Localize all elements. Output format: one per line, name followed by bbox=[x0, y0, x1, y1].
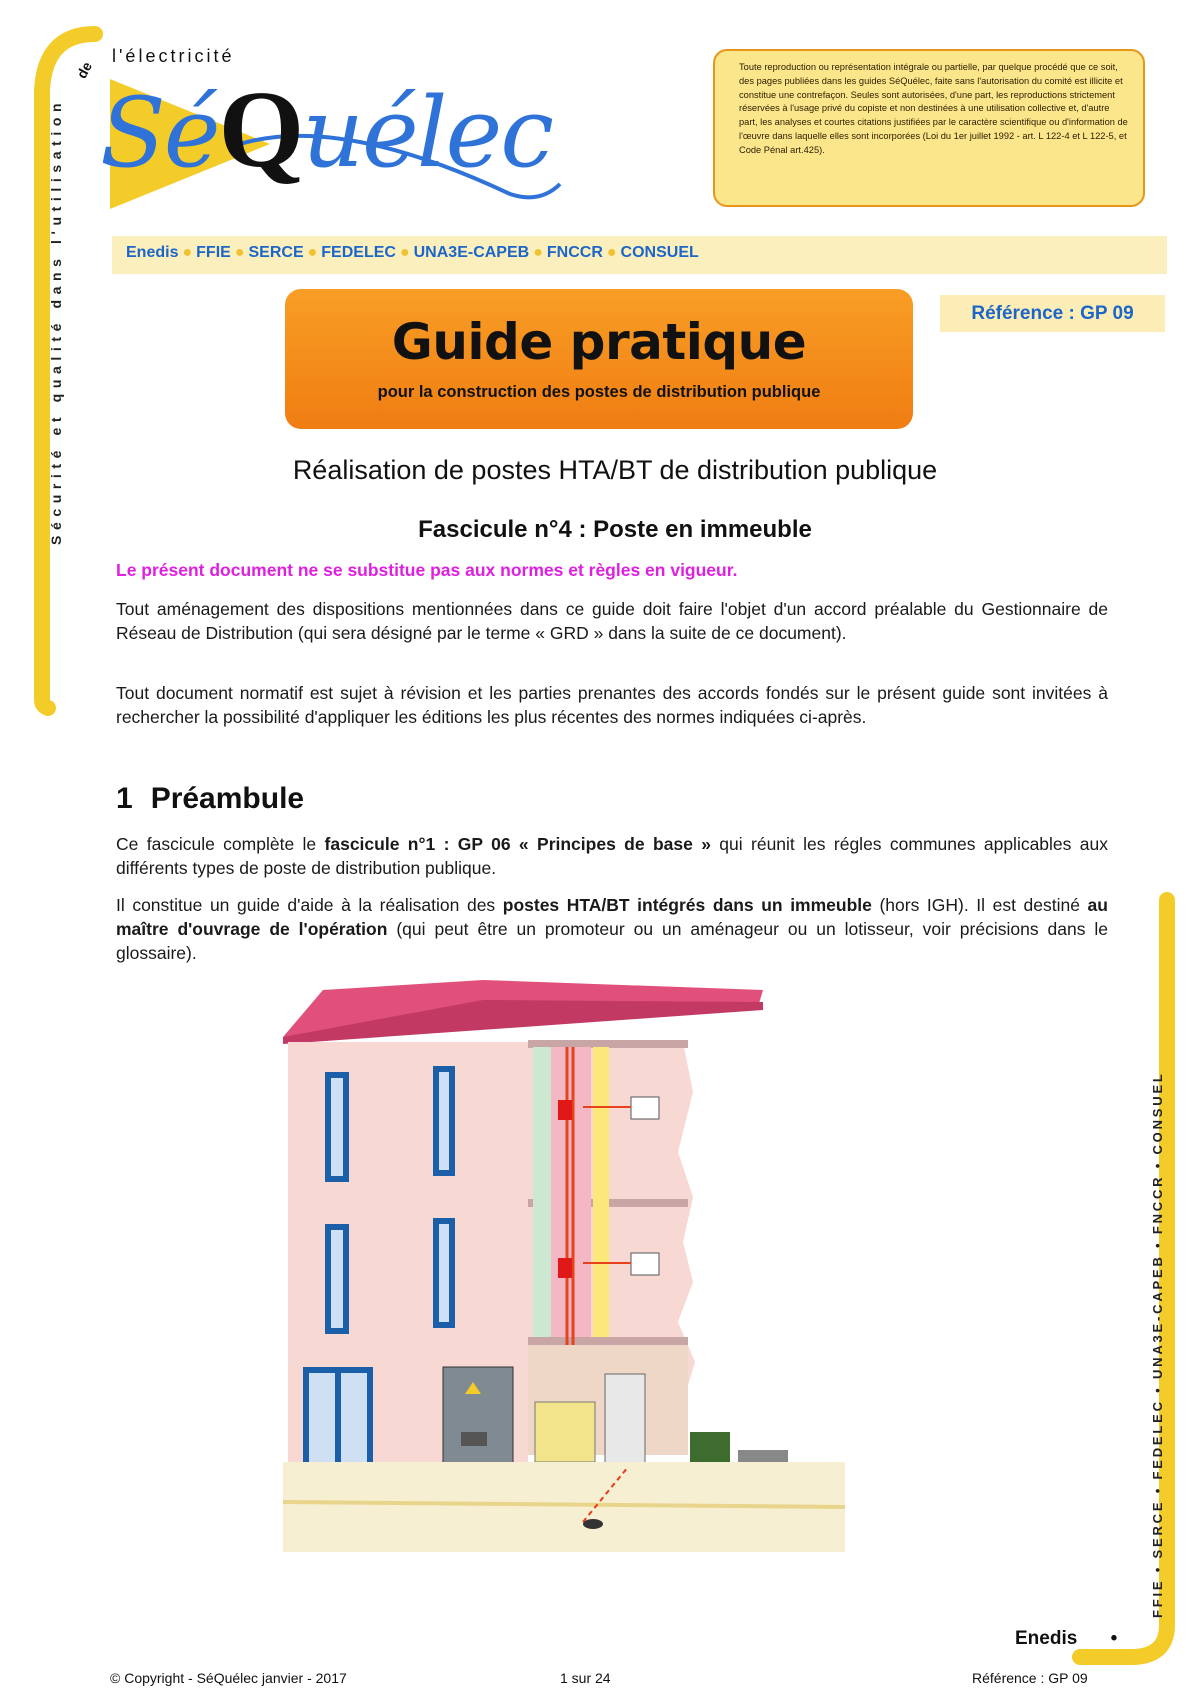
text-run: Ce fascicule complète le bbox=[116, 834, 325, 854]
logo-wordmark-u: u bbox=[302, 77, 362, 189]
guide-title: Guide pratique bbox=[391, 313, 807, 371]
partner-serce: SERCE bbox=[248, 244, 304, 261]
copyright-notice-text: Toute reproduction ou représentation intégrale ou partielle, par quelque procédé que ce soit, des pages publiées dans les guides SéQuélec, faite sans l'autorisation du comité est illicite et constitue une contrefaçon. Seules sont autorisées, d'une part, les reproductions strictement réservées à l'usage privé du copiste et non destinées à une utilisation collective et, d'autre part, les analyses et courtes citations justifiées par le caractère scientifique ou d'information de l'œuvre dans laquelle elles sont incorporées (Loi du 1er juillet 1992 - art. L 122-4 et L 122-5, et Code Pénal art.425). bbox=[739, 62, 1128, 155]
footer-enedis bbox=[1015, 1628, 1117, 1650]
logo-de-text: de bbox=[73, 59, 96, 81]
fascicule-title: Fascicule n°4 : Poste en immeuble bbox=[418, 516, 812, 543]
bullet-icon: ● bbox=[533, 244, 543, 261]
intro-paragraph-2: Tout document normatif est sujet à révision et les parties prenantes des accords fondés sur le présent guide sont invitées à rechercher la possibilité d'appliquer les éditions les plus récentes des normes indiquées ci-après. bbox=[116, 683, 1108, 727]
side-tagline: Sécurité et qualité dans l'utilisation bbox=[48, 97, 64, 545]
logo-wordmark-elec: élec bbox=[361, 77, 553, 189]
logo-wordmark-se: Sé bbox=[100, 77, 219, 189]
intro-paragraph-1: Tout aménagement des dispositions mentionnées dans ce guide doit faire l'objet d'un accord préalable du Gestionnaire de Réseau de Distribution (qui sera désigné par le terme « GRD » dans la suite de ce document). bbox=[116, 599, 1108, 643]
building-illustration bbox=[283, 962, 845, 1552]
guide-pratique-banner bbox=[285, 289, 913, 429]
footer-page-number: 1 sur 24 bbox=[560, 1670, 611, 1686]
partners-bar bbox=[112, 236, 1167, 274]
section-number: 1 bbox=[116, 782, 133, 815]
partner-consuel: CONSUEL bbox=[620, 244, 699, 261]
partner-fnccr: FNCCR bbox=[546, 244, 603, 261]
text-run: (qui peut être un promoteur ou un aménageur ou un lotisseur, voir précisions dans le glossaire). bbox=[116, 919, 1108, 963]
logo-wordmark bbox=[100, 66, 552, 193]
document-title: Réalisation de postes HTA/BT de distribution publique bbox=[292, 455, 938, 485]
partner-enedis: Enedis bbox=[126, 244, 179, 261]
bullet-icon: ● bbox=[182, 244, 193, 261]
footer-reference: Référence : GP 09 bbox=[972, 1670, 1088, 1686]
text-run-bold: postes HTA/BT intégrés dans un immeuble bbox=[502, 895, 872, 915]
right-partner-tagline: FFIE • SERCE • FEDELEC • UNA3E-CAPEB • FNCCR • CONSUEL bbox=[1150, 1071, 1165, 1618]
text-run: qui réunit les régles communes applicables aux différents types de poste de distribution publique. bbox=[116, 834, 1108, 878]
guide-subtitle: pour la construction des postes de distribution publique bbox=[377, 383, 821, 401]
section-title: Préambule bbox=[150, 782, 305, 815]
copyright-notice-box bbox=[713, 49, 1145, 207]
text-run-bold: au maître d'ouvrage de l'opération bbox=[116, 895, 1108, 939]
preambule-paragraph-1 bbox=[116, 832, 1108, 880]
footer-enedis-label: Enedis bbox=[1015, 1628, 1078, 1649]
text-run: Il constitue un guide d'aide à la réalisation des bbox=[116, 895, 503, 915]
preambule-paragraph-2 bbox=[116, 893, 1108, 965]
footer-enedis-bullet: • bbox=[1110, 1628, 1118, 1649]
reference-badge: Référence : GP 09 bbox=[940, 295, 1165, 332]
text-run-bold: fascicule n°1 : GP 06 « Principes de base » bbox=[324, 834, 711, 854]
bullet-icon: ● bbox=[399, 244, 410, 261]
partner-ffie: FFIE bbox=[196, 244, 231, 261]
warning-notice: Le présent document ne se substitue pas aux normes et règles en vigueur. bbox=[116, 560, 738, 580]
bullet-icon: ● bbox=[234, 244, 245, 261]
bullet-icon: ● bbox=[307, 244, 318, 261]
section-heading bbox=[116, 782, 322, 816]
logo-wordmark-q: Q bbox=[218, 68, 303, 190]
logo-electricite-text: l'électricité bbox=[112, 46, 235, 66]
partner-fedelec: FEDELEC bbox=[321, 244, 396, 261]
footer-copyright: © Copyright - SéQuélec janvier - 2017 bbox=[110, 1670, 347, 1686]
text-run: (hors IGH). Il est destiné bbox=[871, 895, 1088, 915]
bullet-icon: ● bbox=[606, 244, 617, 261]
partner-una3e-capeb: UNA3E-CAPEB bbox=[413, 244, 530, 261]
